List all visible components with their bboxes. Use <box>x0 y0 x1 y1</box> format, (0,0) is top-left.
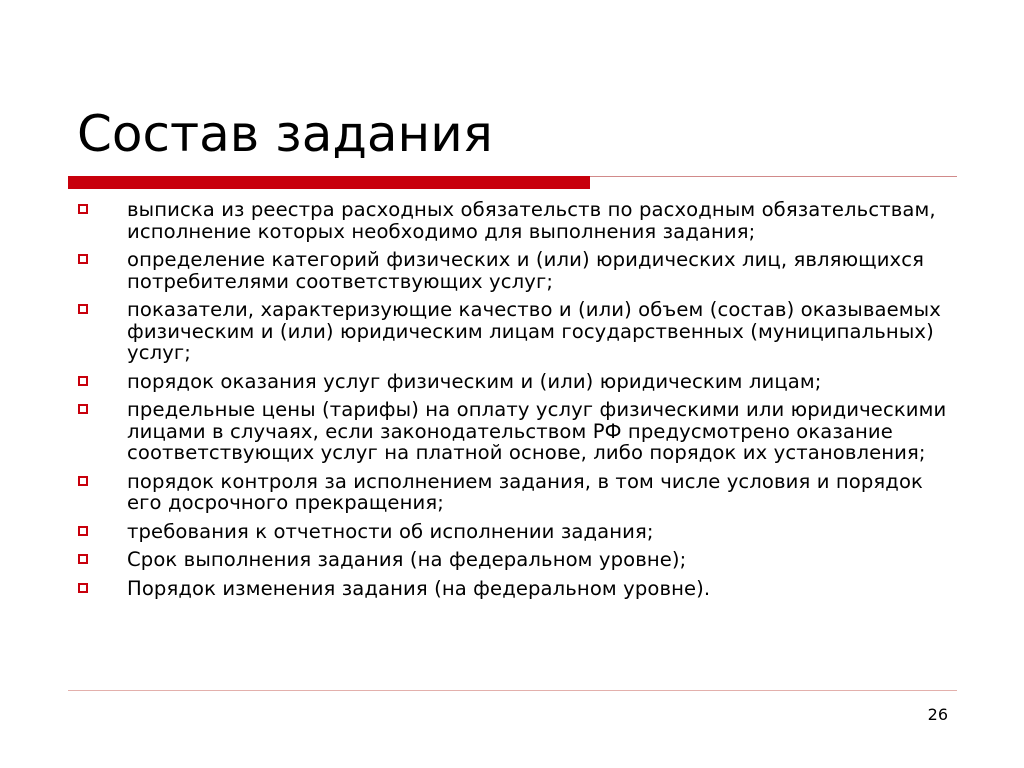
list-item <box>76 471 956 514</box>
list-item <box>76 521 956 543</box>
list-item <box>76 199 956 242</box>
list-item-text: порядок контроля за исполнением задания, в том числе условия и порядок его досрочного прекращения; <box>127 469 923 514</box>
title-underline <box>68 176 957 189</box>
list-item-text: показатели, характеризующие качество и (или) объем (состав) оказываемых физическим и (или) юридическим лицам государственных (муниципальных) услуг; <box>127 298 941 364</box>
list-item-text: порядок оказания услуг физическим и (или) юридическим лицам; <box>127 369 822 393</box>
hollow-square-icon <box>78 476 88 486</box>
hollow-square-icon <box>78 304 88 314</box>
slide-number: 26 <box>927 705 948 724</box>
hollow-square-icon <box>78 204 88 214</box>
hollow-square-icon <box>78 404 88 414</box>
title-underline-bar <box>68 176 590 189</box>
hollow-square-icon <box>78 254 88 264</box>
list-item <box>76 249 956 292</box>
list-item <box>76 399 956 464</box>
footer-divider <box>68 690 957 691</box>
list-item <box>76 549 956 571</box>
list-item-text: Срок выполнения задания (на федеральном уровне); <box>127 548 687 571</box>
list-item-text: Порядок изменения задания (на федеральном уровне). <box>127 576 711 600</box>
list-item <box>76 371 956 393</box>
list-item-text: предельные цены (тарифы) на оплату услуг физическими или юридическими лицами в случаях, если законодательством РФ предусмотрено оказание соответствующих услуг на платной основе, либо порядок их установления; <box>127 398 947 464</box>
hollow-square-icon <box>78 583 88 593</box>
list-item-text: требования к отчетности об исполнении задания; <box>127 519 654 543</box>
title-underline-line <box>590 176 957 177</box>
list-item <box>76 299 956 364</box>
hollow-square-icon <box>78 554 88 564</box>
hollow-square-icon <box>78 526 88 536</box>
list-item-text: выписка из реестра расходных обязательств по расходным обязательствам, исполнение которых необходимо для выполнения задания; <box>127 198 936 243</box>
slide-title: Состав задания <box>77 105 493 163</box>
hollow-square-icon <box>78 376 88 386</box>
bullet-list <box>76 199 956 606</box>
list-item <box>76 578 956 600</box>
list-item-text: определение категорий физических и (или) юридических лиц, являющихся потребителями соответствующих услуг; <box>127 248 925 293</box>
